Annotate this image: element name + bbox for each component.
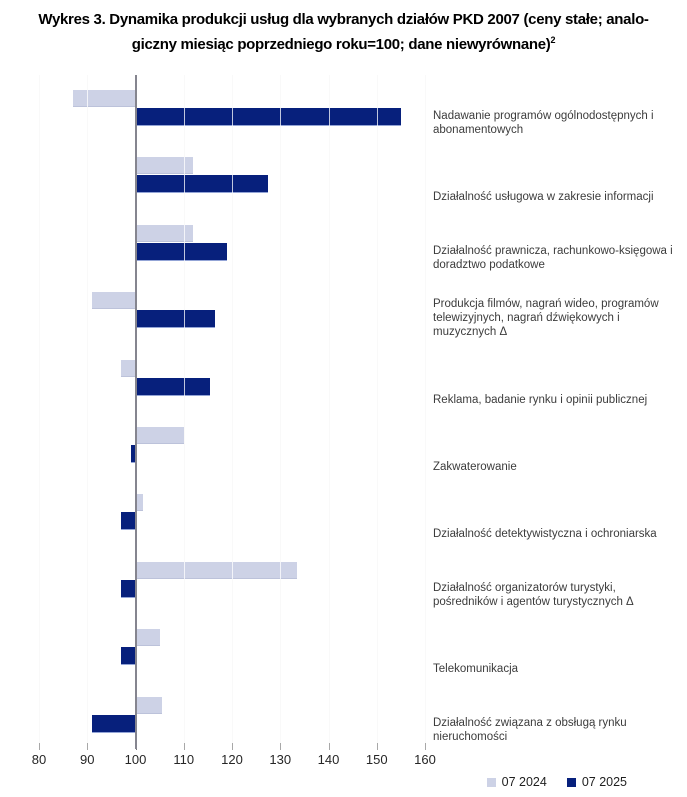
category-label-text: Telekomunikacja — [433, 663, 519, 676]
category-label — [433, 481, 683, 541]
bar-07-2025 — [121, 580, 135, 598]
gridline-overlay — [425, 75, 426, 743]
bar-07-2025 — [136, 310, 216, 328]
bar-07-2024 — [136, 427, 184, 444]
category-label — [433, 212, 683, 272]
legend-label: 07 2024 — [501, 775, 547, 789]
category-label — [433, 144, 683, 204]
x-axis-tick-label: 160 — [414, 752, 436, 767]
gridline-overlay — [329, 75, 330, 743]
category-label-text: Działalność usługowa w zakresie informacji — [433, 191, 654, 204]
tick-mark — [425, 743, 426, 750]
bar-07-2024 — [136, 494, 143, 511]
tick-mark — [232, 743, 233, 750]
x-axis-tick-label: 150 — [365, 752, 388, 767]
bar-07-2025 — [121, 512, 135, 530]
tick-mark — [87, 743, 88, 750]
chart-title — [0, 9, 687, 55]
category-label-text: Zakwaterowanie — [433, 460, 517, 473]
gridline-overlay — [232, 75, 233, 743]
x-axis-tick-label: 120 — [221, 752, 243, 767]
x-axis-tick-label: 130 — [269, 752, 292, 767]
category-label — [433, 347, 683, 407]
legend-label: 07 2025 — [581, 775, 627, 789]
chart-title-line2: giczny miesiąc poprzedniego roku=100; dane niewyrównane) — [131, 36, 551, 53]
gridline-overlay — [184, 75, 185, 743]
gridline-overlay — [377, 75, 378, 743]
category-label — [433, 414, 683, 474]
legend-item — [487, 775, 547, 789]
axis-line-100 — [135, 75, 137, 749]
bar-07-2024 — [92, 292, 135, 309]
tick-mark — [184, 743, 185, 750]
x-axis-tick-label: 90 — [80, 752, 95, 767]
tick-mark — [39, 743, 40, 750]
category-label-text: Działalność związana z obsługą rynku nieruchomości — [433, 716, 627, 743]
x-axis-tick-label: 110 — [173, 752, 195, 767]
tick-mark — [280, 743, 281, 750]
bar-07-2025 — [136, 243, 228, 261]
category-label — [433, 616, 683, 676]
legend-swatch-07-2025 — [567, 778, 576, 787]
bar-chart — [0, 75, 687, 797]
bar-07-2025 — [136, 175, 269, 193]
category-label-text: Nadawanie programów ogólnodostępnych i abonamentowych — [433, 109, 654, 136]
bar-07-2025 — [121, 647, 135, 665]
category-label — [433, 684, 683, 744]
category-label-text: Działalność prawnicza, rachunkowo-księgowa i doradztwo podatkowe — [433, 244, 673, 271]
chart-title-line1: Wykres 3. Dynamika produkcji usług dla wybranych działów PKD 2007 (ceny stałe; analo- — [38, 11, 649, 28]
category-label-text: Reklama, badanie rynku i opinii publicznej — [433, 393, 648, 406]
category-label — [433, 77, 683, 137]
tick-mark — [329, 743, 330, 750]
category-label-text: Działalność organizatorów turystyki, pośredników i agentów turystycznych Δ — [433, 581, 634, 608]
bar-07-2025 — [136, 108, 401, 126]
legend-item — [567, 775, 627, 789]
bar-07-2024 — [136, 562, 298, 579]
legend — [487, 775, 627, 789]
bar-07-2024 — [73, 90, 136, 107]
bar-07-2025 — [136, 378, 211, 396]
gridline-overlay — [87, 75, 88, 743]
category-label-text: Produkcja filmów, nagrań wideo, programów telewizyjnych, nagrań dźwiękowych i muzycznych Δ — [433, 298, 659, 339]
gridline-overlay — [280, 75, 281, 743]
chart-title-superscript: 2 — [550, 35, 556, 45]
bar-07-2024 — [136, 629, 160, 646]
tick-mark — [377, 743, 378, 750]
category-label-text: Działalność detektywistyczna i ochroniarska — [433, 528, 657, 541]
bar-07-2025 — [92, 715, 135, 733]
bar-07-2024 — [136, 697, 163, 714]
legend-swatch-07-2024 — [487, 778, 496, 787]
category-label — [433, 279, 683, 339]
x-axis-tick-label: 100 — [124, 752, 147, 767]
bar-07-2024 — [121, 360, 135, 377]
category-label — [433, 549, 683, 609]
gridline-overlay — [39, 75, 40, 743]
x-axis-tick-label: 140 — [317, 752, 340, 767]
x-axis-tick-label: 80 — [31, 752, 47, 767]
